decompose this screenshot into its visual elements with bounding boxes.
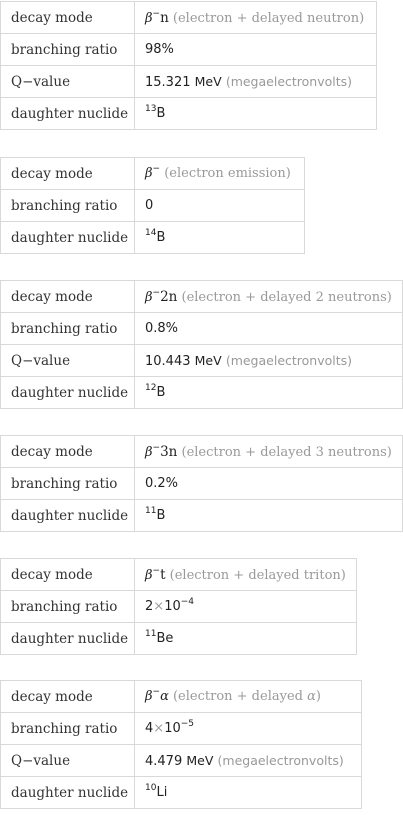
mass-number: 11 bbox=[145, 506, 157, 516]
daughter-nuclide-value bbox=[135, 377, 403, 409]
beta-symbol: β bbox=[145, 567, 153, 583]
daughter-nuclide-label: daughter nuclide bbox=[1, 623, 135, 655]
q-value-unit: MeV bbox=[194, 73, 222, 89]
branching-ratio-value: 0 bbox=[135, 190, 305, 222]
ratio-mantissa: 2 bbox=[145, 599, 154, 614]
element-symbol: B bbox=[156, 106, 166, 121]
mass-number: 13 bbox=[145, 104, 157, 114]
element-symbol: Li bbox=[156, 785, 168, 800]
ratio-base: 10 bbox=[164, 599, 181, 614]
ratio-exponent: −5 bbox=[180, 719, 195, 729]
decay-mode-value bbox=[135, 436, 403, 468]
branching-ratio-label: branching ratio bbox=[1, 468, 135, 500]
branching-ratio-row bbox=[1, 591, 357, 623]
daughter-nuclide-value bbox=[135, 777, 362, 809]
branching-ratio-value: 98% bbox=[135, 34, 377, 66]
emitted-particle: t bbox=[160, 566, 166, 583]
q-value-number: 4.479 bbox=[145, 753, 183, 769]
beta-symbol: β bbox=[145, 689, 153, 704]
branching-ratio-label: branching ratio bbox=[1, 190, 135, 222]
element-symbol: B bbox=[156, 230, 166, 245]
decay-mode-row bbox=[1, 158, 305, 190]
decay-mode-description: (electron + delayed 2 neutrons) bbox=[181, 289, 392, 305]
daughter-nuclide-label: daughter nuclide bbox=[1, 222, 135, 254]
decay-mode-value bbox=[135, 281, 403, 313]
decay-table-2 bbox=[0, 157, 305, 254]
decay-table-4 bbox=[0, 435, 403, 532]
branching-ratio-label: branching ratio bbox=[1, 713, 135, 745]
q-value-number: 10.443 bbox=[145, 353, 191, 369]
beta-charge: − bbox=[152, 8, 161, 19]
q-value-row bbox=[1, 66, 377, 98]
beta-charge: − bbox=[152, 287, 161, 298]
decay-mode-row bbox=[1, 281, 403, 313]
beta-symbol: β bbox=[145, 444, 153, 460]
mass-number: 11 bbox=[145, 629, 157, 639]
decay-mode-row bbox=[1, 436, 403, 468]
branching-ratio-label: branching ratio bbox=[1, 313, 135, 345]
decay-mode-label: decay mode bbox=[1, 681, 135, 713]
daughter-nuclide-value bbox=[135, 623, 357, 655]
emitted-particle: 2n bbox=[160, 288, 178, 305]
decay-mode-row bbox=[1, 681, 362, 713]
q-value-label: Q−value bbox=[1, 745, 135, 777]
beta-charge: − bbox=[152, 164, 161, 174]
beta-symbol: β bbox=[145, 289, 153, 305]
daughter-nuclide-row bbox=[1, 777, 362, 809]
decay-mode-description: (electron + delayed triton) bbox=[169, 567, 346, 583]
beta-charge: − bbox=[152, 442, 161, 453]
q-value-value bbox=[135, 745, 362, 777]
q-value-unit: MeV bbox=[186, 752, 214, 768]
branching-ratio-value: 0.2% bbox=[135, 468, 403, 500]
q-value-unit: MeV bbox=[194, 352, 222, 368]
decay-mode-label: decay mode bbox=[1, 2, 135, 34]
daughter-nuclide-row bbox=[1, 623, 357, 655]
decay-mode-value bbox=[135, 2, 377, 34]
decay-table-1 bbox=[0, 1, 377, 130]
branching-ratio-value bbox=[135, 591, 357, 623]
emitted-particle: n bbox=[160, 9, 169, 26]
decay-mode-row bbox=[1, 2, 377, 34]
q-value-unit-name: (megaelectronvolts) bbox=[225, 352, 353, 368]
daughter-nuclide-row bbox=[1, 222, 305, 254]
times-sign: × bbox=[153, 721, 165, 736]
decay-mode-label: decay mode bbox=[1, 158, 135, 190]
q-value-label: Q−value bbox=[1, 66, 135, 98]
decay-mode-label: decay mode bbox=[1, 436, 135, 468]
decay-mode-value bbox=[135, 559, 357, 591]
decay-mode-description: (electron emission) bbox=[164, 166, 291, 181]
q-value-unit-name: (megaelectronvolts) bbox=[225, 73, 353, 89]
decay-mode-label: decay mode bbox=[1, 559, 135, 591]
daughter-nuclide-label: daughter nuclide bbox=[1, 500, 135, 532]
decay-mode-row bbox=[1, 559, 357, 591]
q-value-label: Q−value bbox=[1, 345, 135, 377]
decay-mode-value bbox=[135, 158, 305, 190]
beta-charge: − bbox=[152, 565, 161, 576]
decay-mode-value bbox=[135, 681, 362, 713]
branching-ratio-value bbox=[135, 713, 362, 745]
mass-number: 10 bbox=[145, 783, 157, 793]
branching-ratio-row bbox=[1, 190, 305, 222]
ratio-base: 10 bbox=[164, 721, 181, 736]
branching-ratio-label: branching ratio bbox=[1, 34, 135, 66]
ratio-mantissa: 4 bbox=[145, 721, 154, 736]
times-sign: × bbox=[153, 599, 165, 614]
decay-mode-description: (electron + delayed 3 neutrons) bbox=[181, 444, 392, 460]
decay-mode-label: decay mode bbox=[1, 281, 135, 313]
daughter-nuclide-label: daughter nuclide bbox=[1, 377, 135, 409]
daughter-nuclide-value bbox=[135, 98, 377, 130]
element-symbol: B bbox=[156, 385, 166, 400]
alpha-symbol: α bbox=[160, 689, 169, 704]
decay-mode-description: (electron + delayed α) bbox=[172, 689, 321, 704]
decay-table-6 bbox=[0, 680, 362, 809]
q-value-value bbox=[135, 66, 377, 98]
decay-table-3 bbox=[0, 280, 403, 409]
daughter-nuclide-value bbox=[135, 222, 305, 254]
q-value-row bbox=[1, 745, 362, 777]
decay-table-5 bbox=[0, 558, 357, 655]
element-symbol: B bbox=[156, 508, 166, 523]
daughter-nuclide-row bbox=[1, 377, 403, 409]
branching-ratio-value: 0.8% bbox=[135, 313, 403, 345]
emitted-particle: 3n bbox=[160, 443, 178, 460]
element-symbol: Be bbox=[156, 631, 174, 646]
branching-ratio-row bbox=[1, 713, 362, 745]
decay-mode-description: (electron + delayed neutron) bbox=[172, 10, 365, 26]
branching-ratio-row bbox=[1, 468, 403, 500]
q-value-row bbox=[1, 345, 403, 377]
beta-symbol: β bbox=[145, 10, 153, 26]
q-value-unit-name: (megaelectronvolts) bbox=[217, 752, 344, 768]
q-value-number: 15.321 bbox=[145, 74, 191, 90]
daughter-nuclide-row bbox=[1, 500, 403, 532]
beta-charge: − bbox=[152, 687, 161, 697]
beta-symbol: β bbox=[145, 166, 153, 181]
daughter-nuclide-value bbox=[135, 500, 403, 532]
branching-ratio-label: branching ratio bbox=[1, 591, 135, 623]
daughter-nuclide-label: daughter nuclide bbox=[1, 98, 135, 130]
branching-ratio-row bbox=[1, 313, 403, 345]
branching-ratio-row bbox=[1, 34, 377, 66]
daughter-nuclide-row bbox=[1, 98, 377, 130]
ratio-exponent: −4 bbox=[180, 597, 195, 607]
mass-number: 14 bbox=[145, 228, 157, 238]
daughter-nuclide-label: daughter nuclide bbox=[1, 777, 135, 809]
mass-number: 12 bbox=[145, 383, 157, 393]
q-value-value bbox=[135, 345, 403, 377]
